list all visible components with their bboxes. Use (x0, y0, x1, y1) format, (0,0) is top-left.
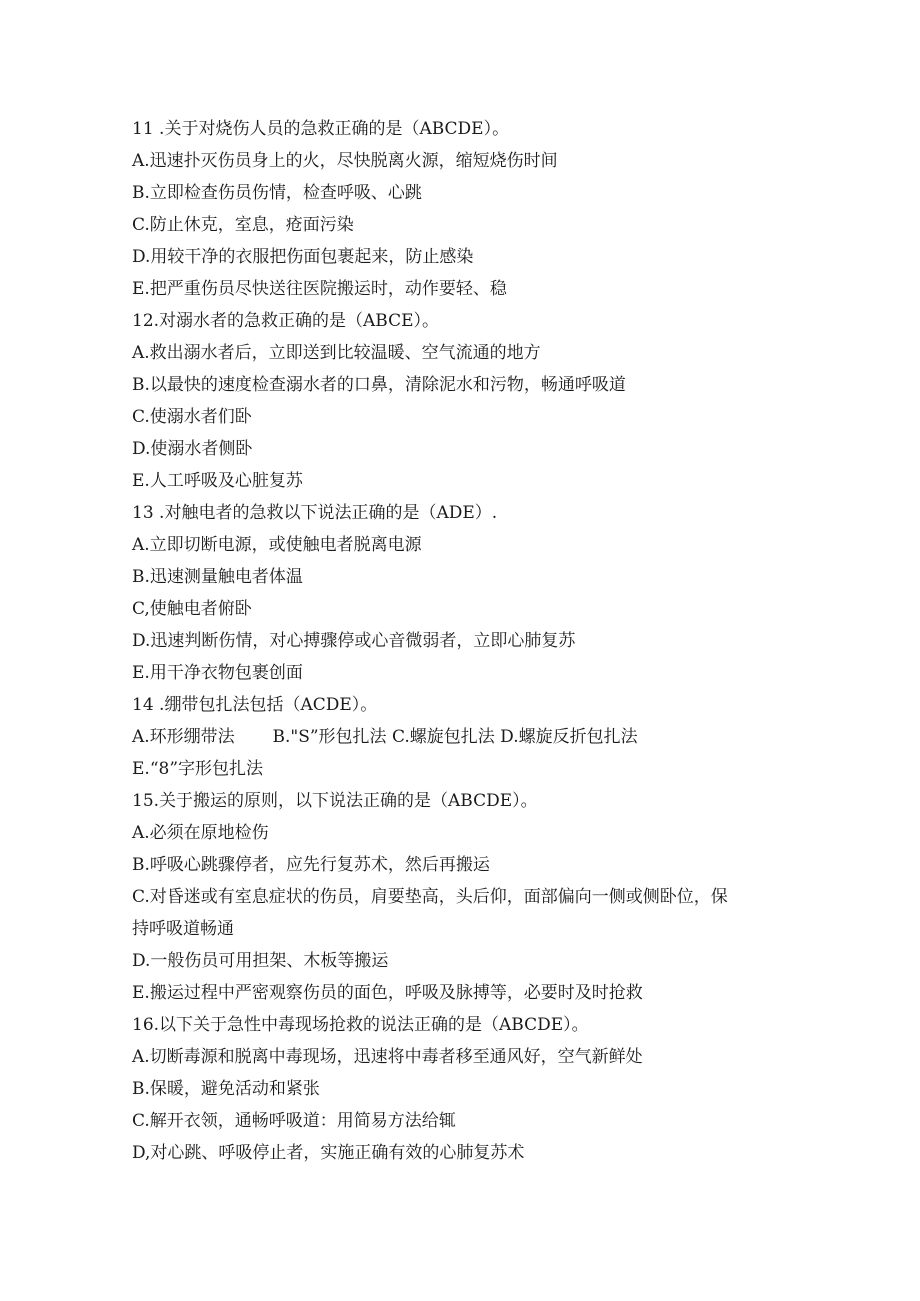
option-c: C.防止休克，室息，疮面污染 (132, 215, 354, 235)
option-a: A.救出溺水者后，立即送到比较温暖、空气流通的地方 (132, 343, 541, 363)
option-c: C.使溺水者们卧 (132, 407, 252, 427)
question-14 (132, 689, 792, 785)
option-b: B.保暖，避免活动和紧张 (132, 1079, 320, 1099)
option-b: B.呼吸心跳骤停者，应先行复苏术，然后再搬运 (132, 855, 490, 875)
question-16 (132, 1009, 792, 1169)
option-e: E.“8”字形包扎法 (132, 759, 264, 779)
question-stem: 16.以下关于急性中毒现场抢救的说法正确的是（ABCDE）。 (132, 1015, 589, 1035)
option-a: A.必须在原地检伤 (132, 823, 269, 843)
option-d: D.迅速判断伤情，对心搏骤停或心音微弱者，立即心肺复苏 (132, 631, 576, 651)
option-a: A.迅速扑灭伤员身上的火，尽快脱离火源，缩短烧伤时间 (132, 151, 558, 171)
option-a: A.立即切断电源，或使触电者脱离电源 (132, 535, 422, 555)
option-a: A.切断毒源和脱离中毒现场，迅速将中毒者移至通风好，空气新鲜处 (132, 1047, 643, 1067)
question-13 (132, 497, 792, 689)
option-b: B.以最快的速度检查溺水者的口鼻，清除泥水和污物，畅通呼吸道 (132, 375, 626, 395)
option-d: D,对心跳、呼吸停止者，实施正确有效的心肺复苏术 (132, 1143, 525, 1163)
option-d: D.用较干净的衣服把伤面包裹起来，防止感染 (132, 247, 474, 267)
option-e: E.搬运过程中严密观察伤员的面色，呼吸及脉搏等，必要时及时抢救 (132, 983, 643, 1003)
option-e: E.用干净衣物包裹创面 (132, 663, 303, 683)
question-stem: 11 .关于对烧伤人员的急救正确的是（ABCDE）。 (132, 119, 510, 139)
question-stem: 12.对溺水者的急救正确的是（ABCE）。 (132, 311, 440, 331)
question-11 (132, 113, 792, 305)
question-15 (132, 785, 792, 1009)
option-e: E.人工呼吸及心脏复苏 (132, 471, 303, 491)
option-d: D.使溺水者侧卧 (132, 439, 253, 459)
option-c: C.解开衣领，通畅呼吸道：用简易方法给辄 (132, 1111, 456, 1131)
option-d: D.一般伤员可用担架、木板等搬运 (132, 951, 389, 971)
question-stem: 15.关于搬运的原则，以下说法正确的是（ABCDE）。 (132, 791, 538, 811)
option-b: B.迅速测量触电者体温 (132, 567, 303, 587)
question-stem: 13 .对触电者的急救以下说法正确的是（ADE）. (132, 503, 498, 523)
option-c: C.对昏迷或有室息症状的伤员，肩要垫高，头后仰，面部偏向一侧或侧卧位，保 (132, 887, 728, 907)
option-c: C,使触电者俯卧 (132, 599, 252, 619)
option-c-continued: 持呼吸道畅通 (132, 919, 234, 939)
options-a-to-d: A.环形绷带法 B."S”形包扎法 C.螺旋包扎法 D.螺旋反折包扎法 (132, 727, 638, 747)
question-stem: 14 .绷带包扎法包括（ACDE）。 (132, 695, 378, 715)
document-body (132, 113, 792, 1169)
option-e: E.把严重伤员尽快送往医院搬运时，动作要轻、稳 (132, 279, 507, 299)
option-b: B.立即检查伤员伤情，检查呼吸、心跳 (132, 183, 422, 203)
question-12 (132, 305, 792, 497)
